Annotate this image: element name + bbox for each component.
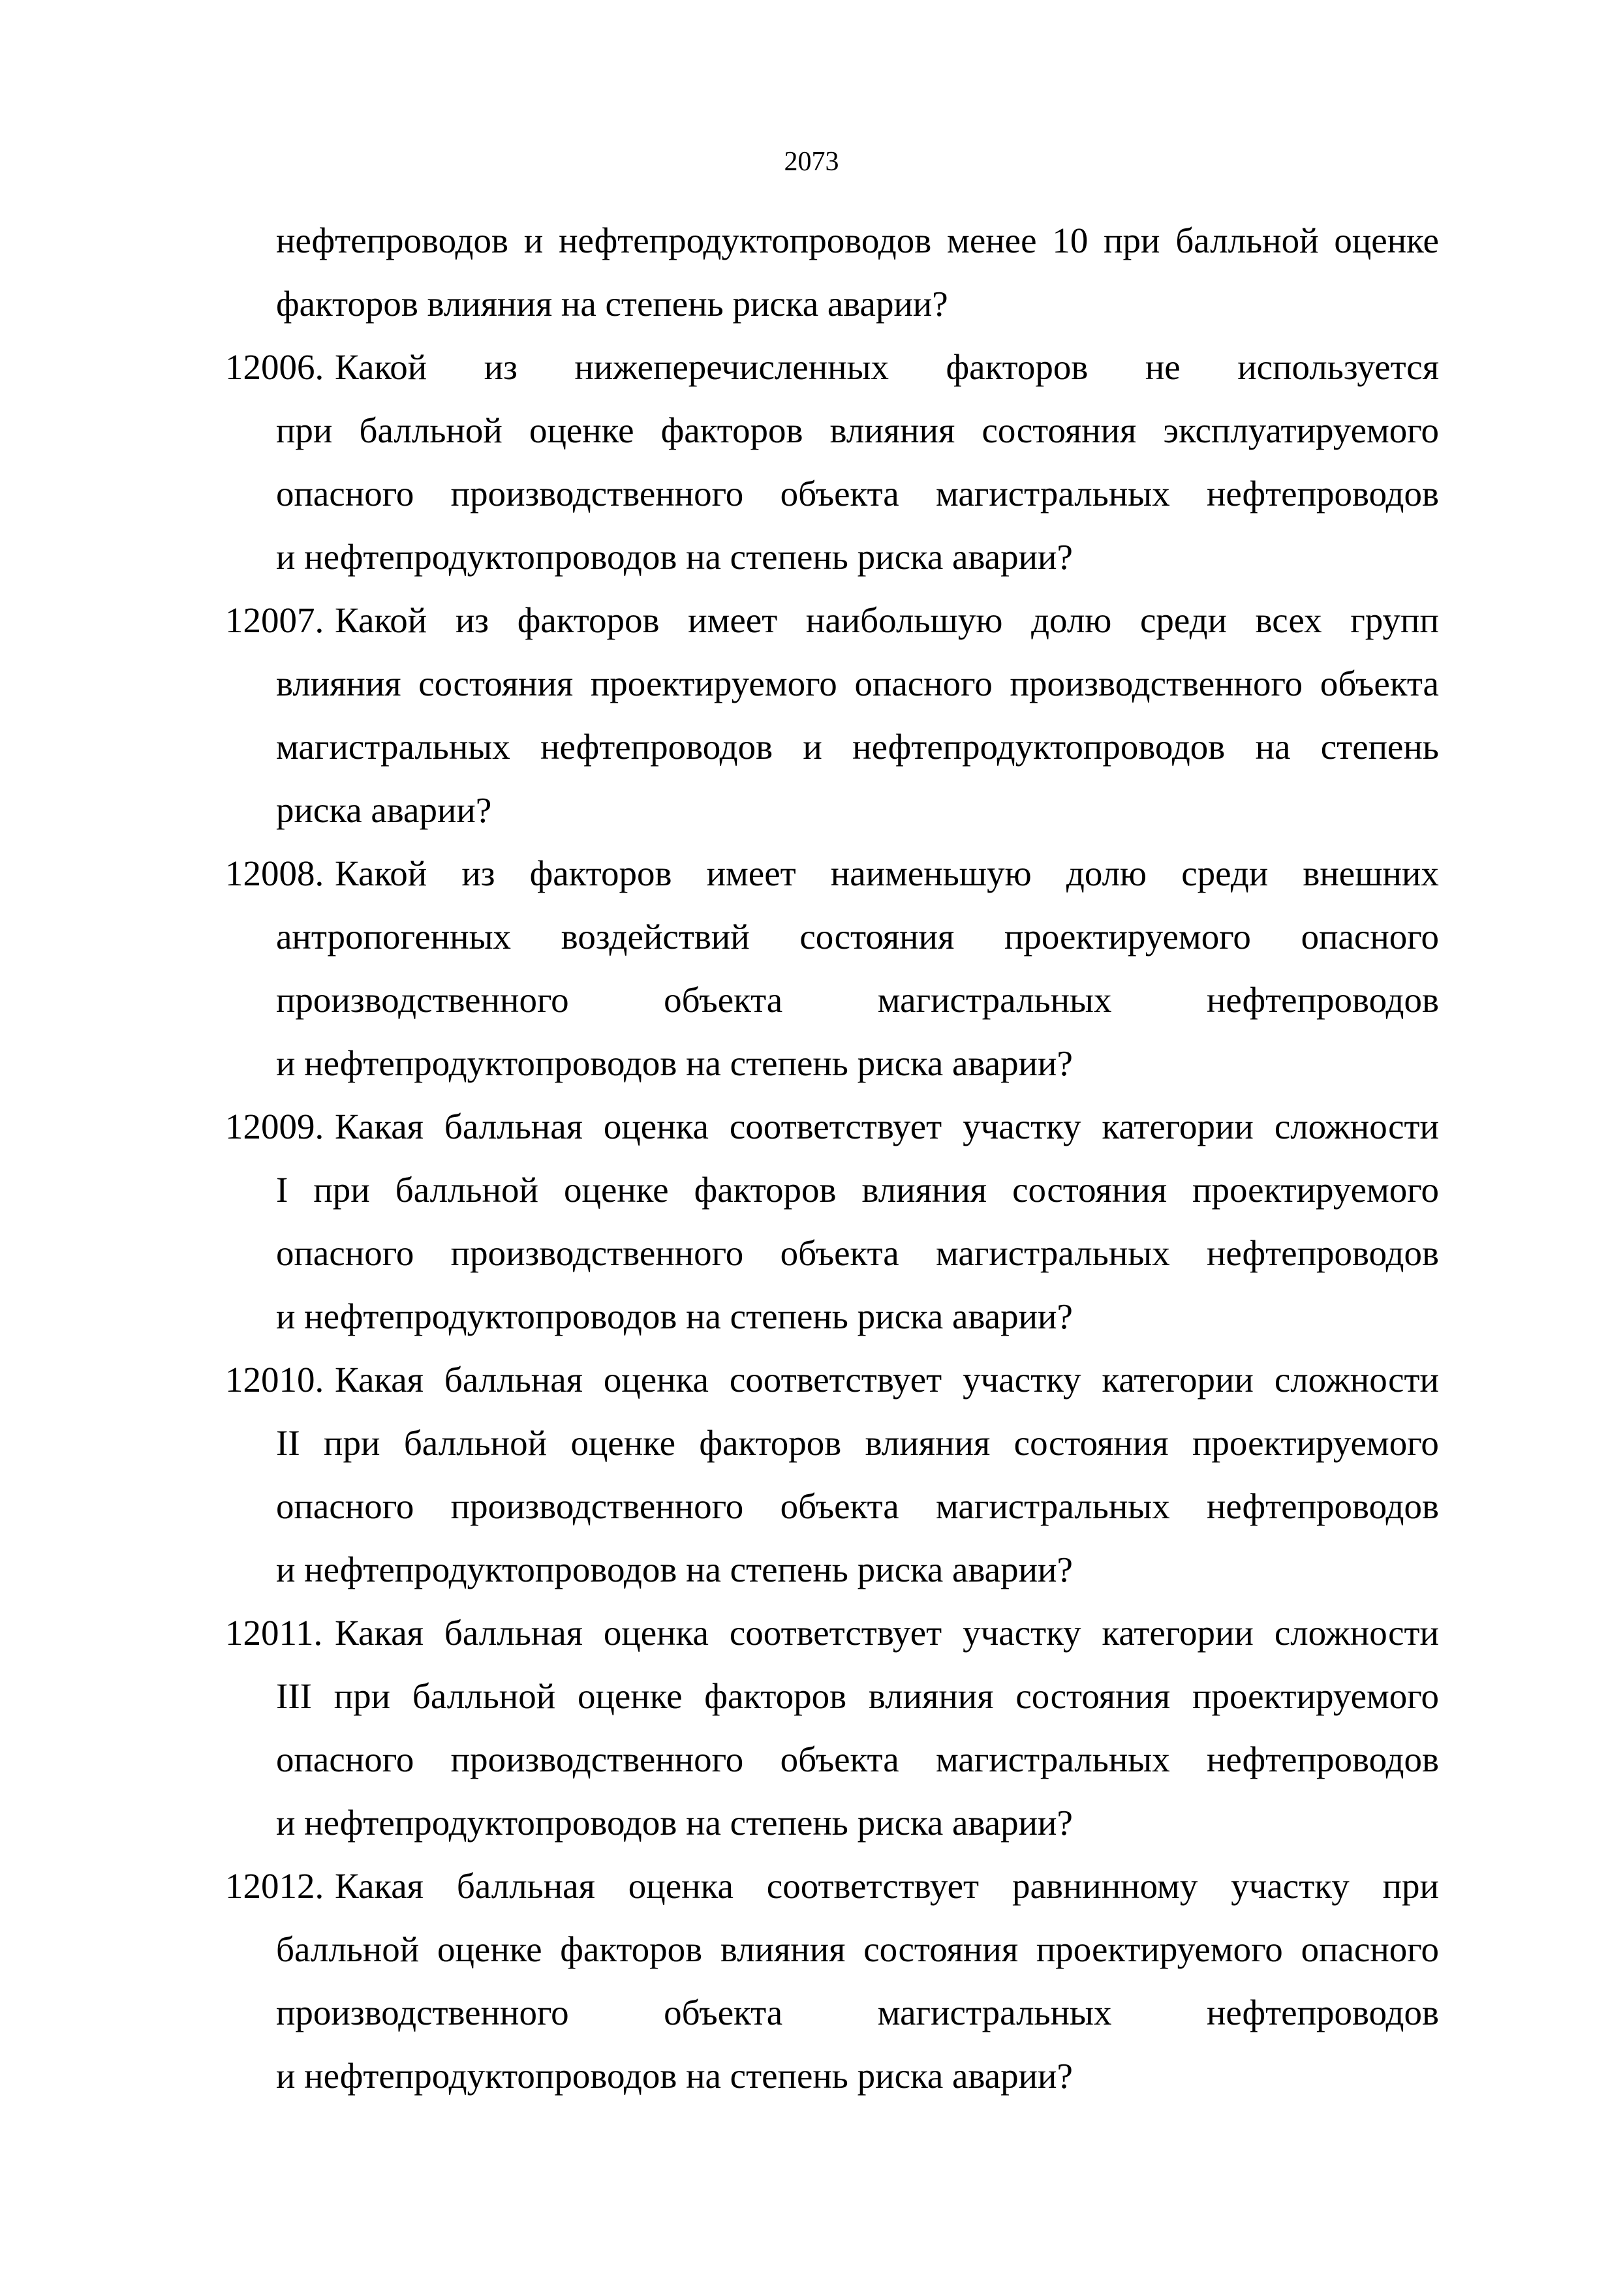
word: долю xyxy=(1066,853,1147,893)
word: магистральных xyxy=(276,727,510,767)
word: факторов xyxy=(699,1423,842,1463)
word: балльная xyxy=(444,1107,583,1146)
word: соответствует xyxy=(766,1866,980,1906)
word: нефтепроводов xyxy=(1206,1486,1439,1526)
word: проектируемого xyxy=(1004,917,1251,957)
word: опасного xyxy=(276,1739,414,1779)
word: объекта xyxy=(664,980,783,1020)
question-text-line xyxy=(335,1601,1439,1664)
word: при xyxy=(324,1423,380,1463)
word: I xyxy=(276,1170,288,1210)
word: состояния xyxy=(799,917,955,957)
text-line: факторов влияния на степень риска аварии? xyxy=(276,284,948,324)
question-number: 12008. xyxy=(225,853,324,893)
word: на xyxy=(1255,727,1291,767)
question-12010 xyxy=(225,1348,1439,1601)
word: при xyxy=(313,1170,370,1210)
question-12008 xyxy=(225,842,1439,1095)
word: магистральных xyxy=(935,474,1170,513)
word: опасного xyxy=(276,1233,414,1273)
word: состояния xyxy=(418,664,574,703)
word: используется xyxy=(1237,347,1439,387)
word: магистральных xyxy=(935,1486,1170,1526)
question-12009 xyxy=(225,1095,1439,1348)
word: Какая xyxy=(335,1866,424,1906)
word: балльной xyxy=(359,410,502,450)
word: магистральных xyxy=(877,1993,1112,2032)
question-text-line xyxy=(225,652,1439,715)
question-number: 12009. xyxy=(225,1107,324,1146)
word: производственного xyxy=(276,980,569,1020)
word: факторов xyxy=(560,1929,703,1969)
word: влияния xyxy=(861,1170,987,1210)
word: опасного xyxy=(1301,1929,1439,1969)
word: при xyxy=(276,410,333,450)
word: III xyxy=(276,1676,312,1716)
word: оценке xyxy=(577,1676,683,1716)
word: Какой xyxy=(335,347,427,387)
word: из xyxy=(461,853,495,893)
word: производственного xyxy=(450,474,744,513)
word: нефтепроводов xyxy=(1206,1233,1439,1273)
word: воздействий xyxy=(561,917,750,957)
word: влияния xyxy=(829,410,955,450)
word: соответствует xyxy=(729,1613,942,1653)
word: объекта xyxy=(664,1993,783,2032)
word: нефтепродуктопроводов xyxy=(852,727,1226,767)
word: опасного xyxy=(1301,917,1439,957)
word: влияния xyxy=(868,1676,994,1716)
word: нефтепроводов xyxy=(1206,474,1439,513)
word: балльной xyxy=(395,1170,538,1210)
word: 10 xyxy=(1052,221,1089,260)
question-text-line xyxy=(225,905,1439,968)
word: Какой xyxy=(335,853,427,893)
word: объекта xyxy=(1320,664,1439,703)
question-text-line: и нефтепродуктопроводов на степень риска аварии? xyxy=(276,2056,1073,2096)
word: равнинному xyxy=(1012,1866,1198,1906)
word: производственного xyxy=(1010,664,1303,703)
question-text-line xyxy=(225,1728,1439,1791)
word: и xyxy=(803,727,822,767)
word: участку xyxy=(1231,1866,1350,1906)
word: опасного xyxy=(854,664,993,703)
word: балльной xyxy=(403,1423,548,1463)
word: балльной xyxy=(276,1929,420,1969)
word: групп xyxy=(1350,600,1439,640)
question-text-line xyxy=(225,1475,1439,1538)
word: менее xyxy=(947,221,1037,260)
word: производственного xyxy=(276,1993,569,2032)
word: состояния xyxy=(1013,1423,1169,1463)
word: магистральных xyxy=(935,1233,1170,1273)
question-12012 xyxy=(225,1854,1439,2107)
word: при xyxy=(1104,221,1160,260)
word: балльная xyxy=(444,1613,583,1653)
question-text-line xyxy=(225,1221,1439,1285)
word: объекта xyxy=(780,1233,899,1273)
word: всех xyxy=(1255,600,1322,640)
word: долю xyxy=(1031,600,1112,640)
word: проектируемого xyxy=(1192,1676,1439,1716)
word: балльная xyxy=(444,1360,583,1400)
word: состояния xyxy=(982,410,1137,450)
word: оценке xyxy=(529,410,634,450)
word: категории xyxy=(1102,1613,1254,1653)
question-text-line: риска аварии? xyxy=(276,790,492,830)
word: влияния xyxy=(720,1929,846,1969)
word: Какая xyxy=(335,1613,424,1653)
word: оценка xyxy=(628,1866,734,1906)
word: эксплуатируемого xyxy=(1163,410,1439,450)
word: состояния xyxy=(1012,1170,1167,1210)
word: среди xyxy=(1181,853,1269,893)
word: участку xyxy=(963,1107,1081,1146)
question-12011 xyxy=(225,1601,1439,1854)
word: категории xyxy=(1102,1360,1254,1400)
question-number: 12011. xyxy=(225,1613,323,1653)
word: сложности xyxy=(1274,1360,1439,1400)
word: состояния xyxy=(863,1929,1019,1969)
word: из xyxy=(484,347,518,387)
word: оценка xyxy=(603,1107,709,1146)
text-line xyxy=(225,209,1439,272)
word: факторов xyxy=(946,347,1089,387)
word: среди xyxy=(1140,600,1228,640)
question-12006 xyxy=(225,335,1439,589)
word: участку xyxy=(963,1613,1081,1653)
word: нефтепроводов xyxy=(540,727,773,767)
question-text-line xyxy=(225,399,1439,462)
word: производственного xyxy=(450,1739,744,1779)
question-text-line xyxy=(335,842,1439,905)
word: нижеперечисленных xyxy=(574,347,889,387)
question-text-line xyxy=(225,968,1439,1032)
question-text-line: и нефтепродуктопроводов на степень риска аварии? xyxy=(276,537,1073,577)
word: наименьшую xyxy=(830,853,1032,893)
word: наибольшую xyxy=(805,600,1003,640)
question-text-line xyxy=(335,1095,1439,1158)
word: нефтепроводов xyxy=(1206,1993,1439,2032)
word: магистральных xyxy=(877,980,1112,1020)
word: оценка xyxy=(603,1613,709,1653)
word: оценка xyxy=(603,1360,709,1400)
word: II xyxy=(276,1423,300,1463)
word: имеет xyxy=(706,853,796,893)
word: из xyxy=(455,600,489,640)
word: соответствует xyxy=(729,1107,942,1146)
word: опасного xyxy=(276,1486,414,1526)
question-text-line xyxy=(225,1411,1439,1475)
question-number: 12006. xyxy=(225,347,324,387)
word: внешних xyxy=(1303,853,1439,893)
question-text-line xyxy=(335,335,1439,399)
question-text-line xyxy=(335,589,1439,652)
word: проектируемого xyxy=(1192,1423,1439,1463)
word: факторов xyxy=(529,853,672,893)
word: антропогенных xyxy=(276,917,512,957)
word: участку xyxy=(963,1360,1081,1400)
continuation-text xyxy=(225,209,1439,335)
word: степень xyxy=(1320,727,1439,767)
word: состояния xyxy=(1015,1676,1171,1716)
word: магистральных xyxy=(935,1739,1170,1779)
word: балльной xyxy=(1175,221,1319,260)
word: Какая xyxy=(335,1360,424,1400)
word: Какой xyxy=(335,600,427,640)
document-body xyxy=(225,209,1439,2107)
word: факторов xyxy=(660,410,803,450)
question-text-line: и нефтепродуктопроводов на степень риска аварии? xyxy=(276,1550,1073,1589)
word: проектируемого xyxy=(590,664,837,703)
word: балльная xyxy=(456,1866,595,1906)
question-text-line xyxy=(225,462,1439,525)
word: при xyxy=(1382,1866,1439,1906)
word: производственного xyxy=(450,1486,744,1526)
question-text-line xyxy=(225,1981,1439,2044)
word: факторов xyxy=(517,600,660,640)
word: факторов xyxy=(694,1170,837,1210)
question-text-line: и нефтепродуктопроводов на степень риска аварии? xyxy=(276,1803,1073,1843)
word: нефтепродуктопроводов xyxy=(559,221,932,260)
word: влияния xyxy=(865,1423,991,1463)
word: факторов xyxy=(704,1676,847,1716)
word: объекта xyxy=(780,1486,899,1526)
question-text-line: и нефтепродуктопроводов на степень риска аварии? xyxy=(276,1296,1073,1336)
word: объекта xyxy=(780,474,899,513)
word: оценке xyxy=(564,1170,669,1210)
word: балльной xyxy=(412,1676,556,1716)
word: оценке xyxy=(570,1423,676,1463)
word: категории xyxy=(1102,1107,1254,1146)
word: оценке xyxy=(437,1929,542,1969)
word: не xyxy=(1145,347,1181,387)
question-text-line xyxy=(225,1158,1439,1221)
word: нефтепроводов xyxy=(1206,980,1439,1020)
question-text-line xyxy=(225,1918,1439,1981)
page-number: 2073 xyxy=(784,147,839,177)
word: Какая xyxy=(335,1107,424,1146)
word: при xyxy=(333,1676,391,1716)
question-12007 xyxy=(225,589,1439,842)
word: проектируемого xyxy=(1192,1170,1439,1210)
word: нефтепроводов xyxy=(1206,1739,1439,1779)
word: сложности xyxy=(1274,1107,1439,1146)
word: сложности xyxy=(1274,1613,1439,1653)
question-text-line: и нефтепродуктопроводов на степень риска аварии? xyxy=(276,1043,1073,1083)
question-text-line xyxy=(335,1348,1439,1411)
word: объекта xyxy=(780,1739,899,1779)
word: оценке xyxy=(1334,221,1439,260)
question-text-line xyxy=(225,1664,1439,1728)
word: нефтепроводов xyxy=(276,221,508,260)
question-number: 12010. xyxy=(225,1360,324,1400)
word: и xyxy=(523,221,544,260)
word: соответствует xyxy=(729,1360,942,1400)
word: влияния xyxy=(276,664,401,703)
word: проектируемого xyxy=(1036,1929,1283,1969)
question-number: 12012. xyxy=(225,1866,324,1906)
word: производственного xyxy=(450,1233,744,1273)
word: имеет xyxy=(688,600,778,640)
question-text-line xyxy=(335,1854,1439,1918)
question-number: 12007. xyxy=(225,600,324,640)
question-text-line xyxy=(225,715,1439,778)
word: опасного xyxy=(276,474,414,513)
